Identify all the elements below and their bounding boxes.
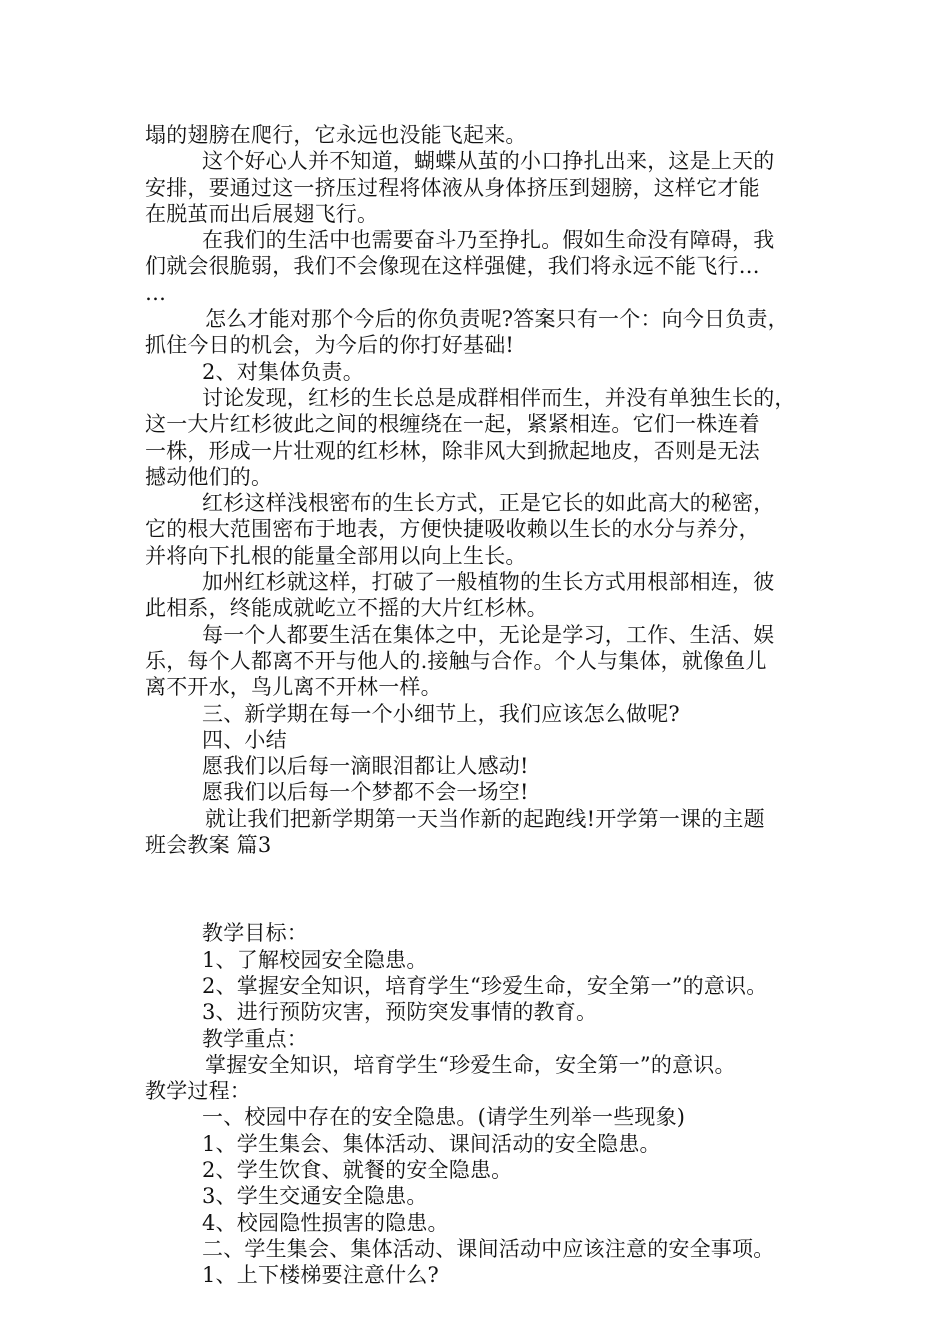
list-item: 2、掌握安全知识，培育学生“珍爱生命，安全第一”的意识。 (202, 973, 768, 998)
section-heading: 教学目标： (202, 921, 308, 946)
section-heading: 教学重点： (202, 1026, 308, 1051)
section-heading: 四、小结 (202, 727, 287, 752)
text-line: 离不开水，鸟儿离不开林一样。 (145, 675, 442, 700)
list-item: 2、学生饮食、就餐的安全隐患。 (202, 1157, 513, 1182)
text-line: 这个好心人并不知道，蝴蝶从茧的小口挣扎出来，这是上天的 (202, 149, 775, 174)
text-line: 一株，形成一片壮观的红杉林，除非风大到掀起地皮，否则是无法 (145, 438, 760, 463)
section-heading: 一、校园中存在的安全隐患。(请学生列举一些现象) (202, 1105, 686, 1130)
text-line: 掌握安全知识，培育学生“珍爱生命，安全第一”的意识。 (205, 1052, 736, 1077)
text-line: 在我们的生活中也需要奋斗乃至挣扎。假如生命没有障碍，我 (202, 228, 775, 253)
section-heading: 二、学生集会、集体活动、课间活动中应该注意的安全事项。 (202, 1236, 775, 1261)
text-line: 班会教案 篇3 (145, 833, 272, 858)
list-item: 1、学生集会、集体活动、课间活动的安全隐患。 (202, 1131, 661, 1156)
text-line: 抓住今日的机会，为今后的你打好基础! (145, 333, 515, 358)
list-item: 1、了解校园安全隐患。 (202, 947, 428, 972)
text-line: 撼动他们的。 (145, 464, 273, 489)
list-item: 1、上下楼梯要注意什么? (202, 1263, 440, 1288)
text-line: 怎么才能对那个今后的你负责呢?答案只有一个：向今日负责， (205, 307, 789, 332)
section-heading: 教学过程： (145, 1079, 251, 1104)
text-line: 红杉这样浅根密布的生长方式，正是它长的如此高大的秘密， (202, 491, 775, 516)
text-line: 安排，要通过这一挤压过程将体液从身体挤压到翅膀，这样它才能 (145, 175, 760, 200)
text-line: 讨论发现，红杉的生长总是成群相伴而生，并没有单独生长的， (202, 385, 796, 410)
text-line: 就让我们把新学期第一天当作新的起跑线!开学第一课的主题 (205, 806, 765, 831)
document-body (145, 122, 825, 1288)
text-line: 加州红杉就这样，打破了一般植物的生长方式用根部相连，彼 (202, 570, 775, 595)
text-line: 塌的翅膀在爬行，它永远也没能飞起来。 (145, 123, 527, 147)
text-line: 此相系，终能成就屹立不摇的大片红杉林。 (145, 596, 548, 621)
text-line: 在脱茧而出后展翅飞行。 (145, 201, 379, 226)
section-heading: 三、新学期在每一个小细节上，我们应该怎么做呢? (202, 701, 680, 726)
text-line: 们就会很脆弱，我们不会像现在这样强健，我们将永远不能飞行… (145, 254, 760, 279)
text-line: 每一个人都要生活在集体之中，无论是学习，工作、生活、娱 (202, 622, 775, 647)
text-line: … (145, 280, 167, 305)
list-item: 4、校园隐性损害的隐患。 (202, 1210, 449, 1235)
list-item: 3、进行预防灾害，预防突发事情的教育。 (202, 1000, 598, 1025)
text-line: 它的根大范围密布于地表，方便快捷吸收赖以生长的水分与养分， (145, 517, 760, 542)
text-line: 并将向下扎根的能量全部用以向上生长。 (145, 543, 527, 568)
blank-space (145, 858, 825, 920)
text-line: 这一大片红杉彼此之间的根缠绕在一起，紧紧相连。它们一株连着 (145, 412, 760, 437)
list-item: 3、学生交通安全隐患。 (202, 1184, 428, 1209)
text-line: 愿我们以后每一个梦都不会一场空! (202, 780, 529, 805)
section-heading: 2、对集体负责。 (202, 359, 364, 384)
text-line: 愿我们以后每一滴眼泪都让人感动! (202, 754, 529, 779)
text-line: 乐，每个人都离不开与他人的.接触与合作。个人与集体，就像鱼儿 (145, 648, 767, 673)
